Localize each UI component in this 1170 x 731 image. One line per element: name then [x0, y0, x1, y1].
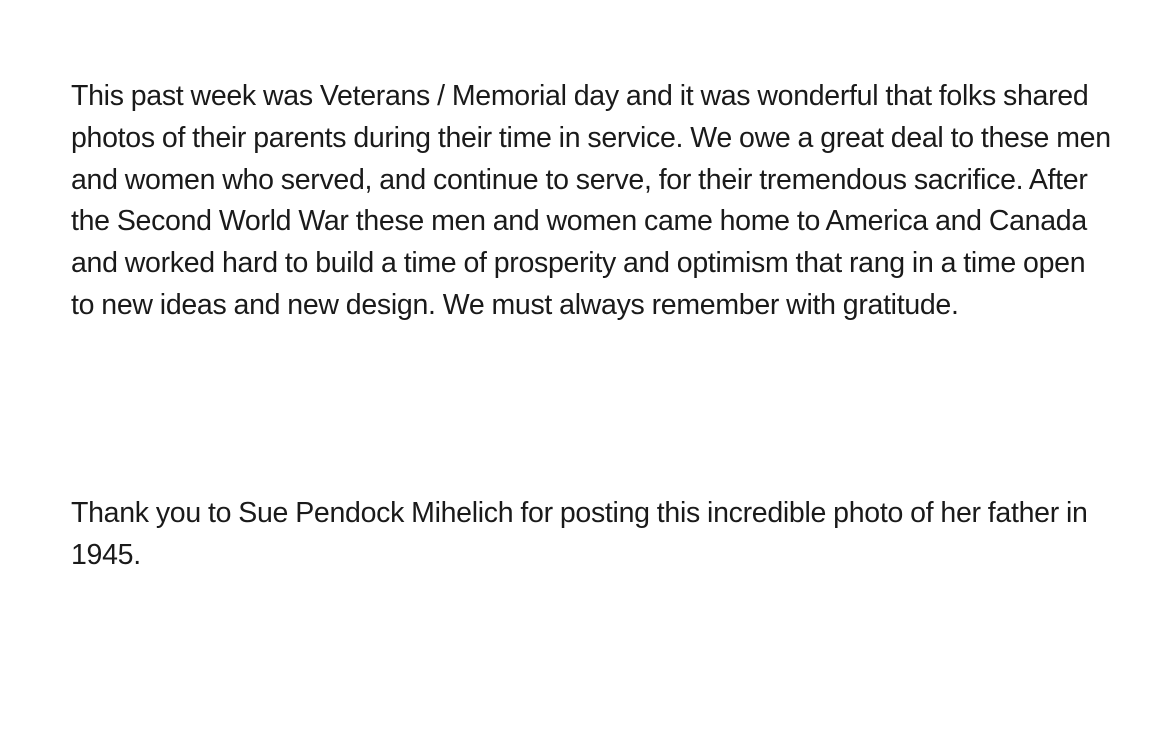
memorial-day-paragraph: This past week was Veterans / Memorial day and it was wonderful that folks shared photos of their parents during their time in service. We owe a great deal to these men and women who served, and continue to serve, for their tremendous sacrifice. After the Second World War these men and women came home to America and Canada and worked hard to build a time of prosperity and optimism that rang in a time open to new ideas and new design. We must always remember with gratitude. — [71, 80, 1111, 321]
thank-you-paragraph: Thank you to Sue Pendock Mihelich for posting this incredible photo of her father in 1945. — [71, 497, 1088, 571]
